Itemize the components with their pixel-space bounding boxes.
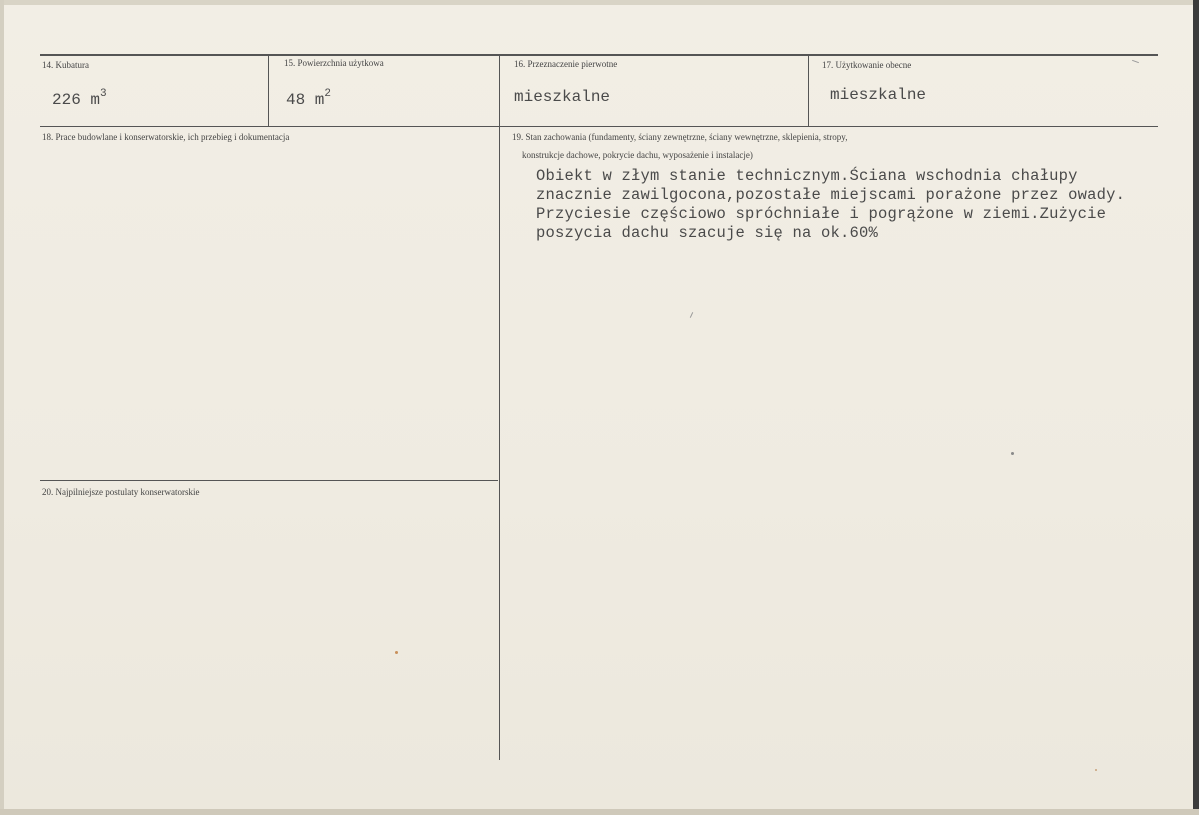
divider-16-17 xyxy=(808,55,809,127)
field-18-label: 18. Prace budowlane i konserwatorskie, ich przebieg i dokumentacja xyxy=(42,132,290,142)
field-15-value xyxy=(286,88,331,109)
field-15-unit-exponent: 2 xyxy=(324,88,332,100)
paper-speck xyxy=(1011,452,1014,455)
field-15-value-text: 48 m xyxy=(286,91,325,109)
field-17-value: mieszkalne xyxy=(830,86,927,104)
paper-speck xyxy=(1132,60,1139,63)
field-14-value-text: 226 m xyxy=(52,91,101,109)
rule-mid xyxy=(40,126,1158,127)
condition-text-line: Obiekt w złym stanie technicznym.Ściana wschodnia chałupy xyxy=(536,167,1078,185)
rule-top xyxy=(40,54,1158,56)
condition-text-line: znacznie zawilgocona,pozostałe miejscami porażone przez owady. xyxy=(536,186,1126,204)
paper-speck xyxy=(395,651,398,654)
field-14-value xyxy=(52,88,107,109)
field-14-label: 14. Kubatura xyxy=(42,60,89,70)
condition-text-line: Przyciesie częściowo spróchniałe i pogrążone w ziemi.Zużycie xyxy=(536,205,1107,223)
field-15-label: 15. Powierzchnia użytkowa xyxy=(284,58,384,68)
condition-text-line: poszycia dachu szacuje się na ok.60% xyxy=(536,224,879,242)
scan-edge-left xyxy=(0,0,4,815)
field-20-label: 20. Najpilniejsze postulaty konserwatorskie xyxy=(42,487,200,497)
field-17-label: 17. Użytkowanie obecne xyxy=(822,60,912,70)
scan-edge-right xyxy=(1193,0,1199,815)
paper-speck xyxy=(1095,769,1097,771)
field-19-label-line-2: konstrukcje dachowe, pokrycie dachu, wyposażenie i instalacje) xyxy=(522,150,753,160)
paper-speck xyxy=(690,312,693,318)
field-16-value: mieszkalne xyxy=(514,88,611,106)
field-19-label-line-1: 19. Stan zachowania (fundamenty, ściany zewnętrzne, ściany wewnętrzne, sklepienia, stropy, xyxy=(512,132,848,142)
divider-15-16 xyxy=(499,55,500,760)
scan-edge-bottom xyxy=(0,809,1199,815)
divider-14-15 xyxy=(268,55,269,127)
rule-section-20 xyxy=(40,480,498,481)
scan-edge-top xyxy=(0,0,1199,5)
field-16-label: 16. Przeznaczenie pierwotne xyxy=(514,59,618,69)
field-14-unit-exponent: 3 xyxy=(100,88,107,100)
